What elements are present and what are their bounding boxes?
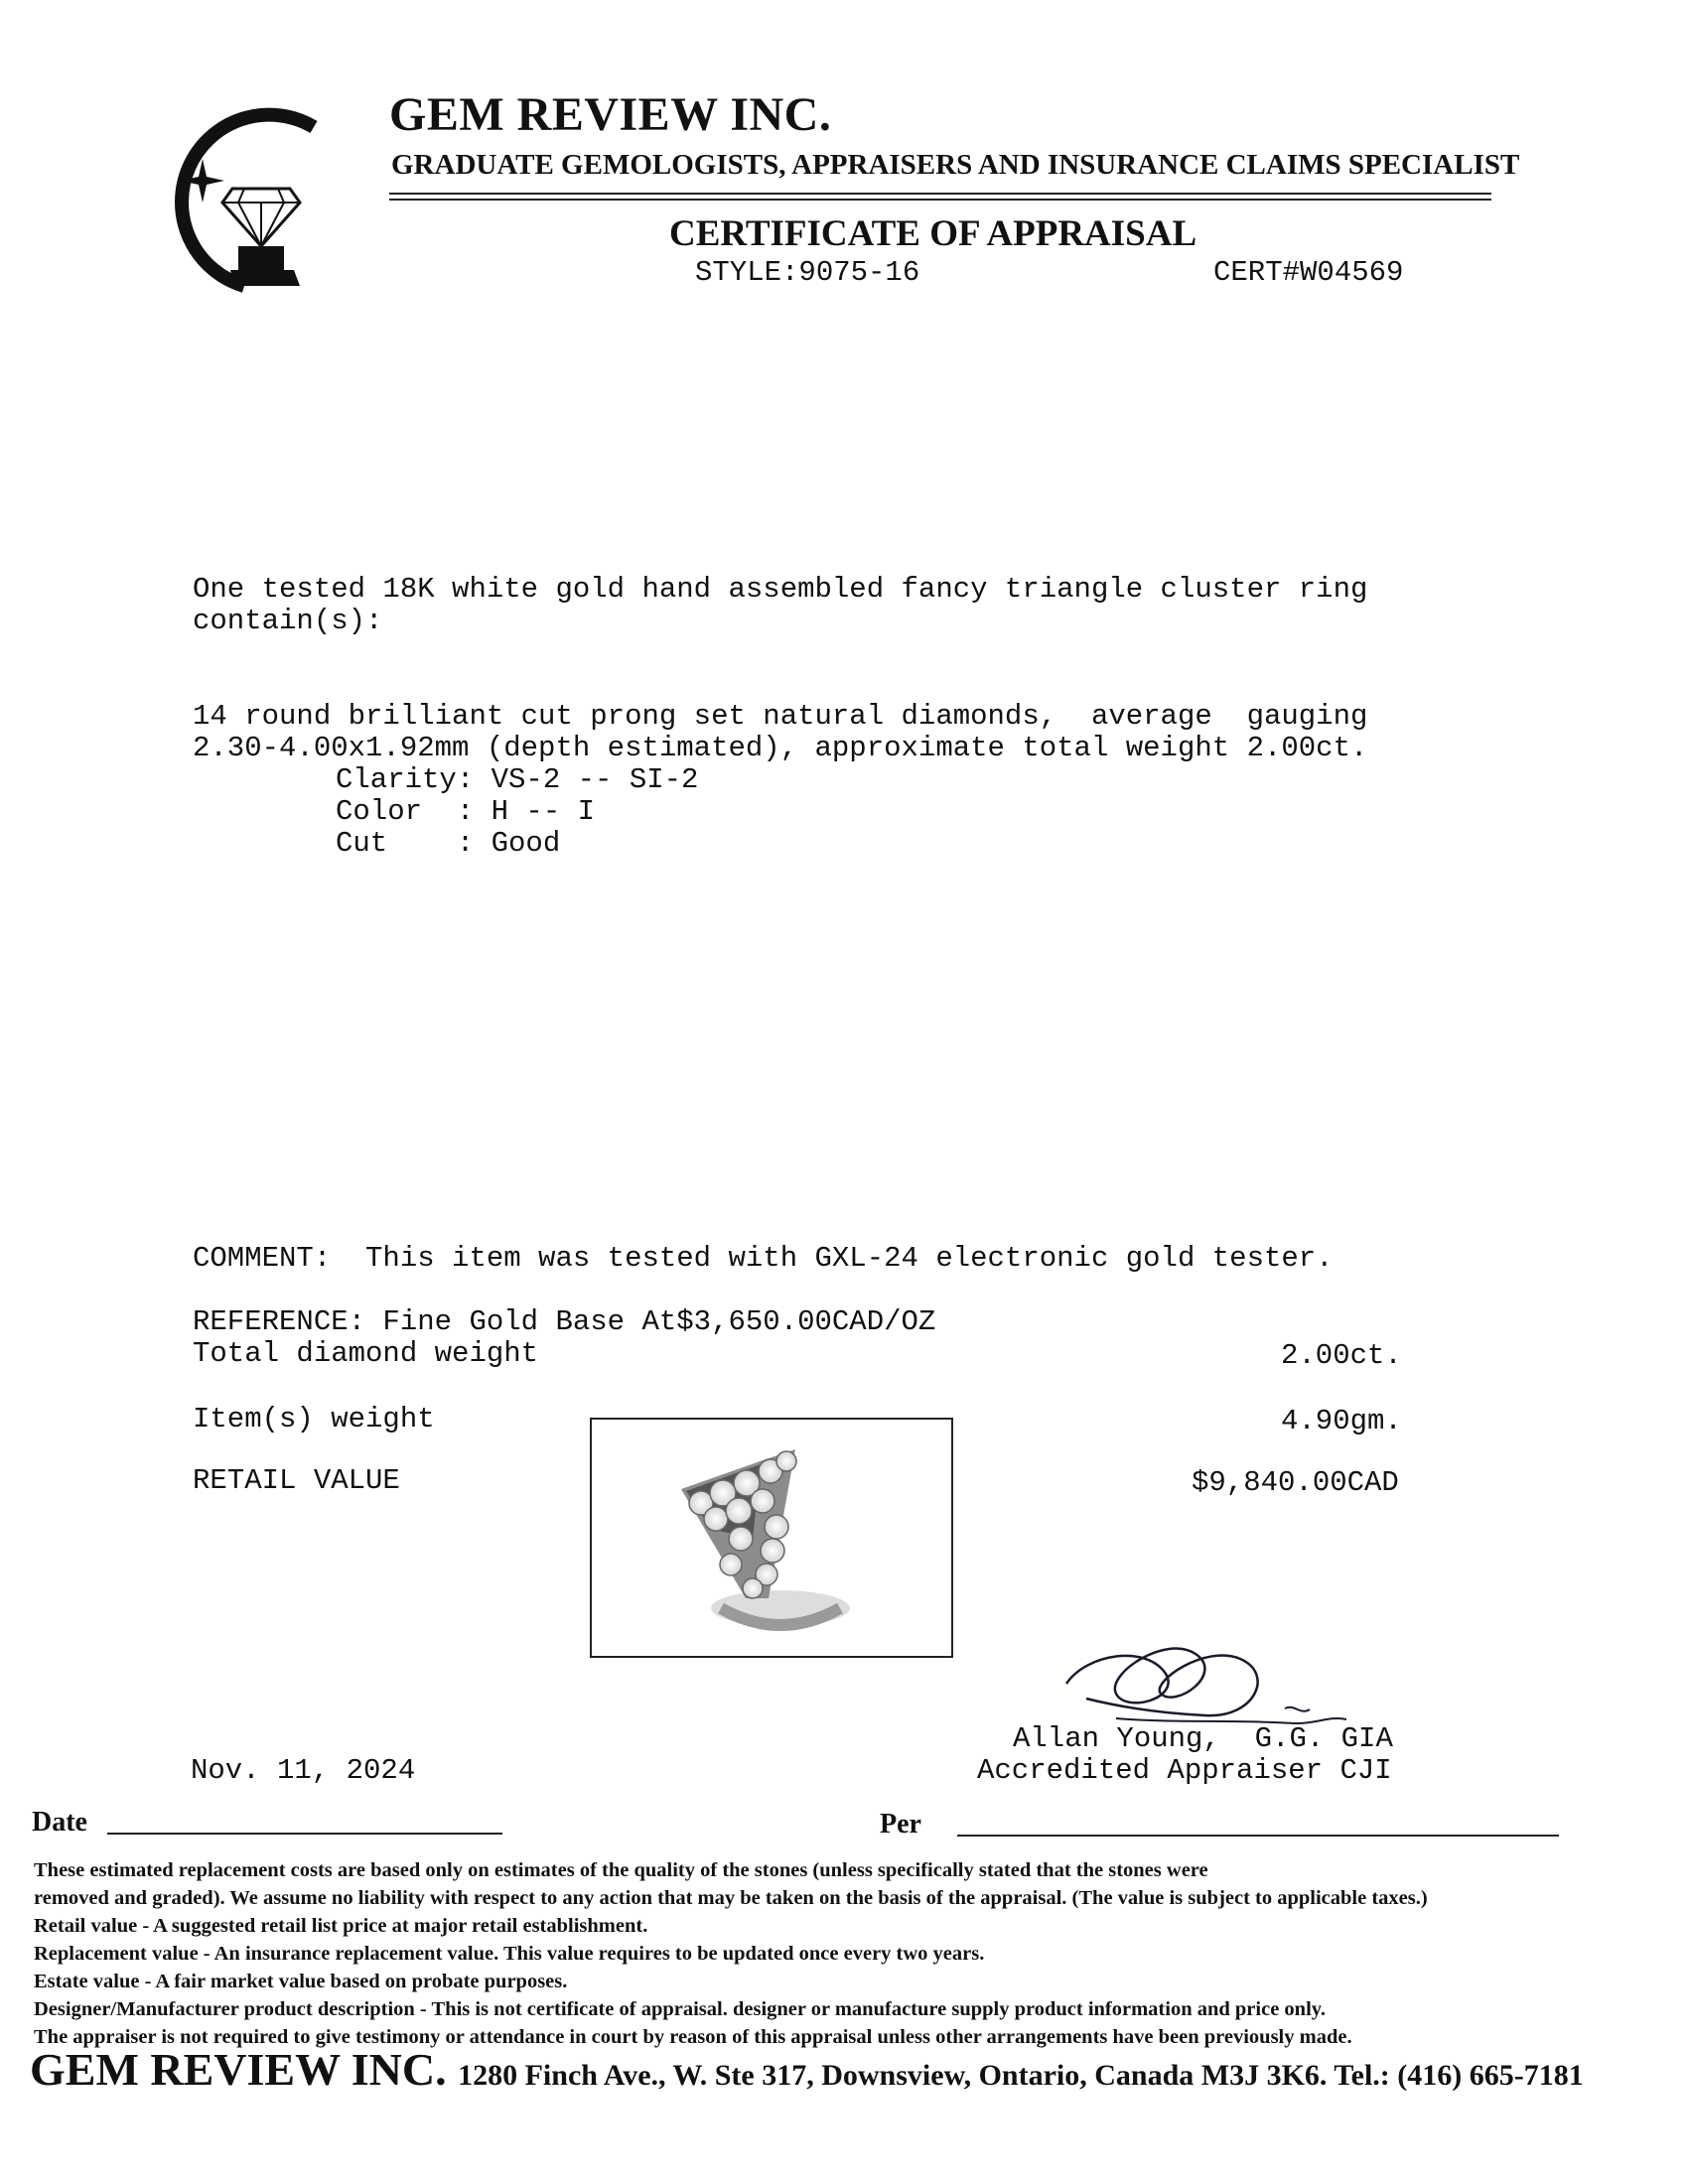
appraiser-name: Allan Young, G.G. GIA [1013,1722,1393,1755]
per-label: Per [880,1809,921,1840]
clarity-grade: Clarity: VS-2 -- SI-2 [336,763,699,796]
stone-description: 2.30-4.00x1.92mm (depth estimated), approximate total weight 2.00ct. [193,732,1368,764]
disclaimer-line: Retail value - A suggested retail list price at major retail establishment. [34,1915,648,1937]
header-rule [389,199,1491,201]
item-weight-label: Item(s) weight [193,1403,435,1435]
retail-value: $9,840.00CAD [1192,1466,1399,1499]
per-line [957,1835,1559,1837]
disclaimer-line: Estate value - A fair market value based on probate purposes. [34,1971,568,1992]
company-subtitle: GRADUATE GEMOLOGISTS, APPRAISERS AND INSURANCE CLAIMS SPECIALIST [391,149,1520,181]
company-name: GEM REVIEW INC. [389,88,832,141]
item-description: contain(s): [193,605,383,637]
disclaimer-line: Replacement value - An insurance replacement value. This value requires to be updated once every two years. [34,1943,985,1965]
appraiser-signature [1056,1624,1354,1733]
diamond-weight-label: Total diamond weight [193,1337,539,1370]
cut-grade: Cut : Good [336,827,561,860]
date-line [107,1833,502,1835]
header-rule [389,193,1491,195]
ring-image [592,1420,951,1656]
footer-company [30,2043,1584,2096]
disclaimer-line: removed and graded). We assume no liability with respect to any action that may be taken on the basis of the appraisal. (The value is subject to applicable taxes.) [34,1887,1428,1909]
footer-company-name: GEM REVIEW INC. [30,2044,447,2095]
comment: COMMENT: This item was tested with GXL-24 electronic gold tester. [193,1242,1334,1275]
cert-number: CERT#W04569 [1213,256,1404,289]
disclaimer-line: These estimated replacement costs are based only on estimates of the quality of the stones (unless specifically stated that the stones were [34,1859,1208,1881]
reference: REFERENCE: Fine Gold Base At$3,650.00CAD/OZ [193,1305,936,1338]
certificate-title: CERTIFICATE OF APPRAISAL [669,213,1197,254]
stone-description: 14 round brilliant cut prong set natural diamonds, average gauging [193,700,1368,733]
item-description: One tested 18K white gold hand assembled fancy triangle cluster ring [193,573,1368,606]
item-weight-value: 4.90gm. [1281,1405,1402,1437]
retail-value-label: RETAIL VALUE [193,1464,400,1497]
disclaimer [34,1856,1662,2051]
disclaimer-line: Designer/Manufacturer product description - This is not certificate of appraisal. designer or manufacture supply product information and price only. [34,1998,1327,2020]
style-number: STYLE:9075-16 [695,256,920,289]
diamond-weight-value: 2.00ct. [1281,1339,1402,1372]
date-label: Date [32,1807,87,1838]
appraisal-date: Nov. 11, 2024 [191,1754,416,1787]
disclaimer-line: The appraiser is not required to give testimony or attendance in court by reason of this appraisal unless other arrangements have been previously made. [34,2026,1352,2048]
appraiser-title: Accredited Appraiser CJI [977,1754,1392,1787]
footer-address: 1280 Finch Ave., W. Ste 317, Downsview, Ontario, Canada M3J 3K6. Tel.: (416) 665-7181 [458,2059,1584,2092]
company-logo [135,97,334,296]
color-grade: Color : H -- I [336,795,596,828]
ring-photo [590,1418,953,1658]
